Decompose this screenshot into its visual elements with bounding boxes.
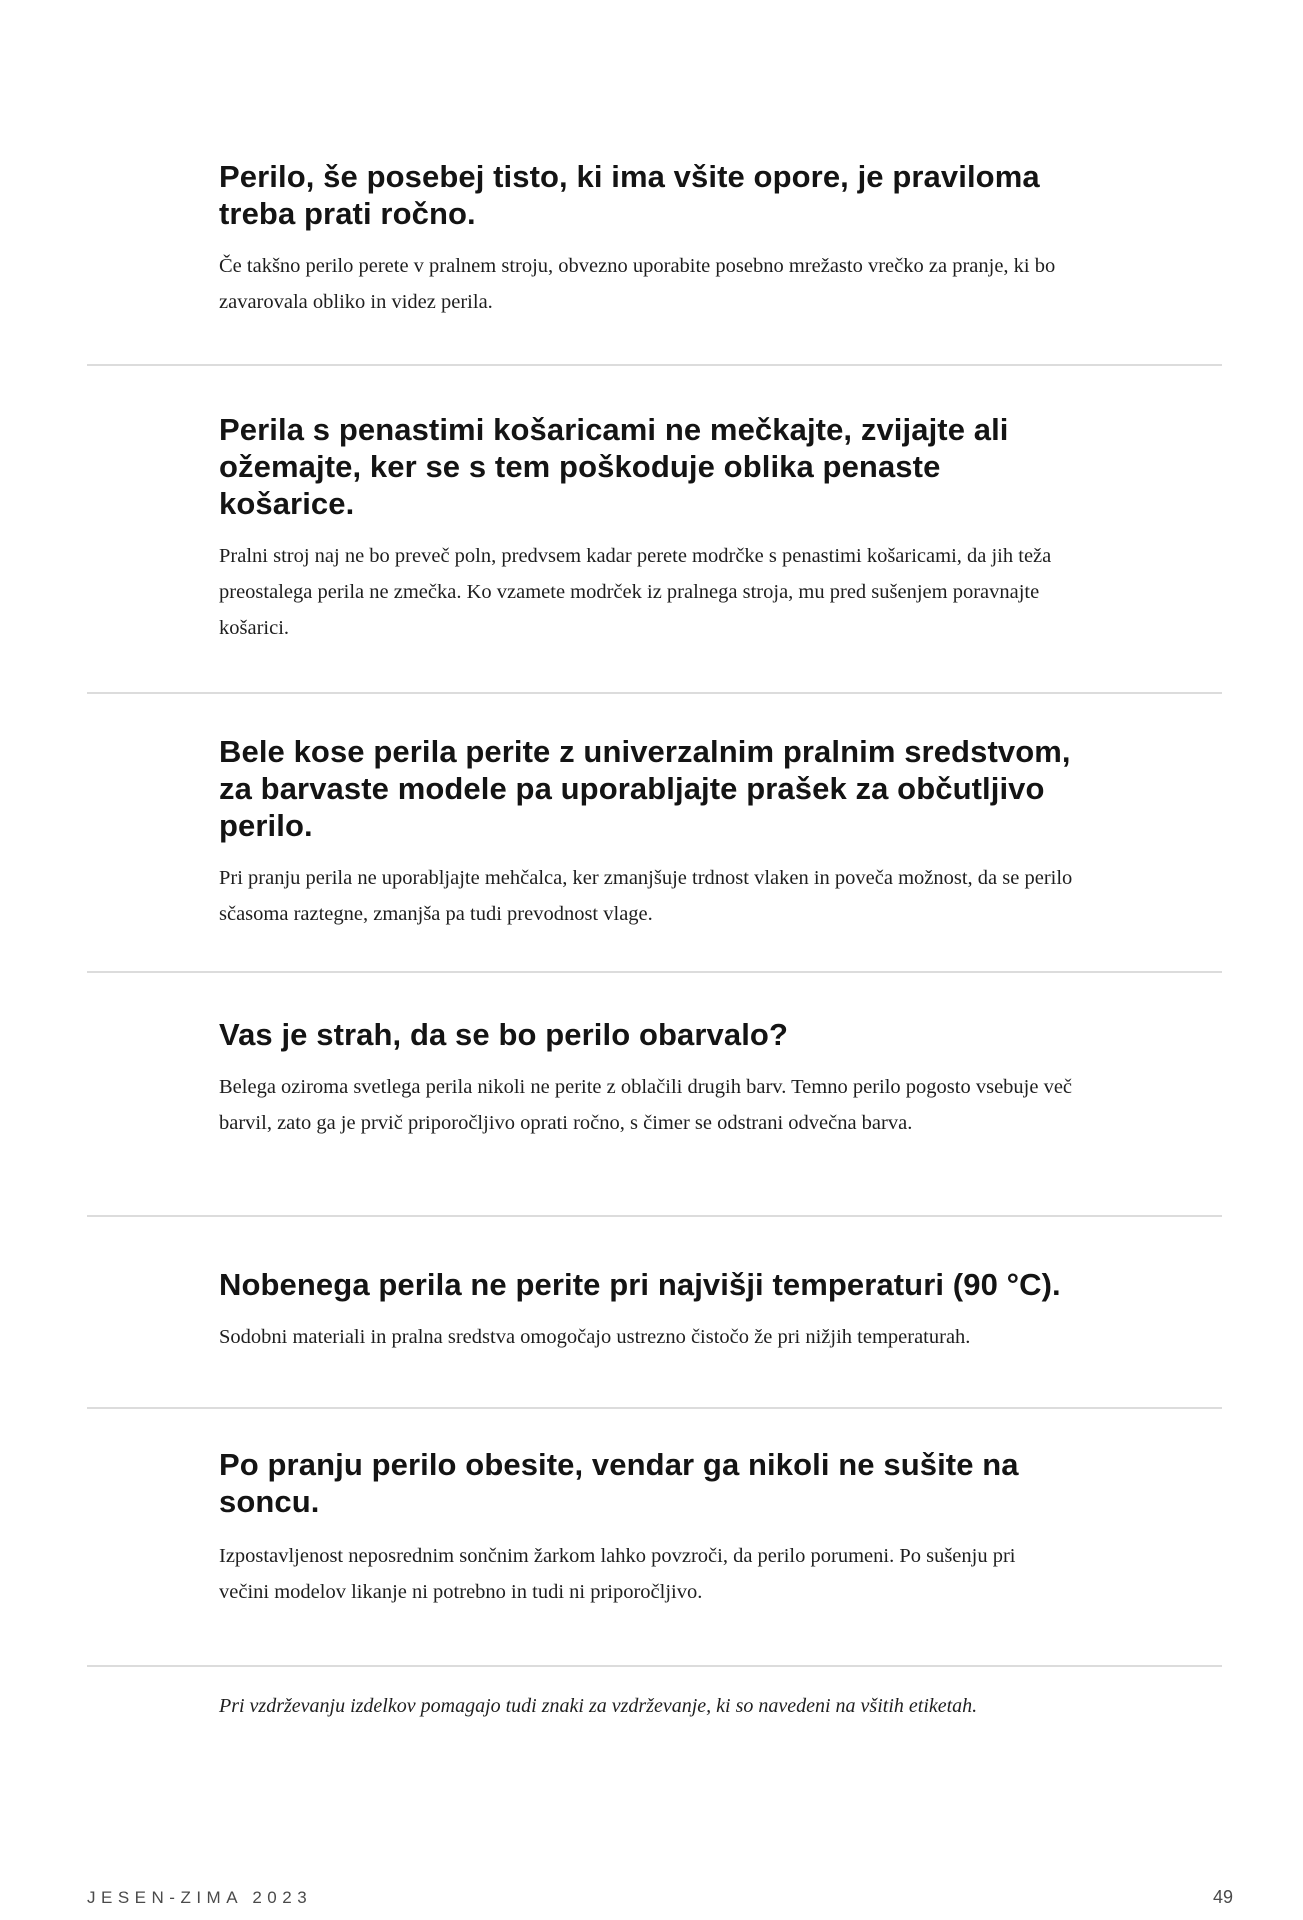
tip-section-3 (219, 733, 1139, 932)
section-divider-6 (87, 1665, 1222, 1667)
tip-section-5 (219, 1266, 1179, 1355)
tip-body-4: Belega oziroma svetlega perila nikoli ne perite z oblačili drugih barv. Temno perilo pogosto vsebuje več barvil, zato ga je prvič priporočljivo oprati ročno, s čimer se odstrani odvečna barva. (219, 1076, 1073, 1134)
section-divider-2 (87, 692, 1222, 694)
tip-section-4 (219, 1016, 1139, 1141)
tip-section-2 (219, 411, 1139, 646)
tip-body-1: Če takšno perilo perete v pralnem stroju, obvezno uporabite posebno mrežasto vrečko za pranje, ki bo zavarovala obliko in videz perila. (219, 255, 1056, 313)
tip-heading-4: Vas je strah, da se bo perilo obarvalo? (219, 1017, 788, 1052)
section-divider-3 (87, 971, 1222, 973)
tip-heading-6: Po pranju perilo obesite, vendar ga nikoli ne sušite na soncu. (219, 1447, 1019, 1519)
footer-season: JESEN-ZIMA 2023 (87, 1888, 313, 1907)
tip-body-3: Pri pranju perila ne uporabljajte mehčalca, ker zmanjšuje trdnost vlaken in poveča možnost, da se perilo sčasoma raztegne, zmanjša pa tudi prevodnost vlage. (219, 867, 1073, 925)
tip-body-5: Sodobni materiali in pralna sredstva omogočajo ustrezno čistočo že pri nižjih temperaturah. (219, 1326, 971, 1348)
tip-section-1 (219, 158, 1119, 320)
section-divider-1 (87, 364, 1222, 366)
section-divider-4 (87, 1215, 1222, 1217)
section-divider-5 (87, 1407, 1222, 1409)
tip-heading-1: Perilo, še posebej tisto, ki ima všite opore, je praviloma treba prati ročno. (219, 159, 1040, 231)
tip-heading-3: Bele kose perila perite z univerzalnim pralnim sredstvom, za barvaste modele pa uporabljajte prašek za občutljivo perilo. (219, 734, 1071, 843)
care-label-footnote: Pri vzdrževanju izdelkov pomagajo tudi znaki za vzdrževanje, ki so navedeni na všitih etiketah. (219, 1695, 978, 1717)
tip-section-6 (219, 1446, 1139, 1610)
tip-heading-5: Nobenega perila ne perite pri najvišji temperaturi (90 °C). (219, 1267, 1061, 1302)
tip-heading-2: Perila s penastimi košaricami ne mečkajte, zvijajte ali ožemajte, ker se s tem poškoduje oblika penaste košarice. (219, 412, 1009, 521)
footer-page-number: 49 (1212, 1887, 1233, 1907)
tip-body-6: Izpostavljenost neposrednim sončnim žarkom lahko povzroči, da perilo porumeni. Po sušenju pri večini modelov likanje ni potrebno in tudi ni priporočljivo. (219, 1545, 1016, 1603)
tip-body-2: Pralni stroj naj ne bo preveč poln, predvsem kadar perete modrčke s penastimi košaricami, da jih teža preostalega perila ne zmečka. Ko vzamete modrček iz pralnega stroja, mu pred sušenjem poravnajte košarici. (219, 545, 1052, 639)
